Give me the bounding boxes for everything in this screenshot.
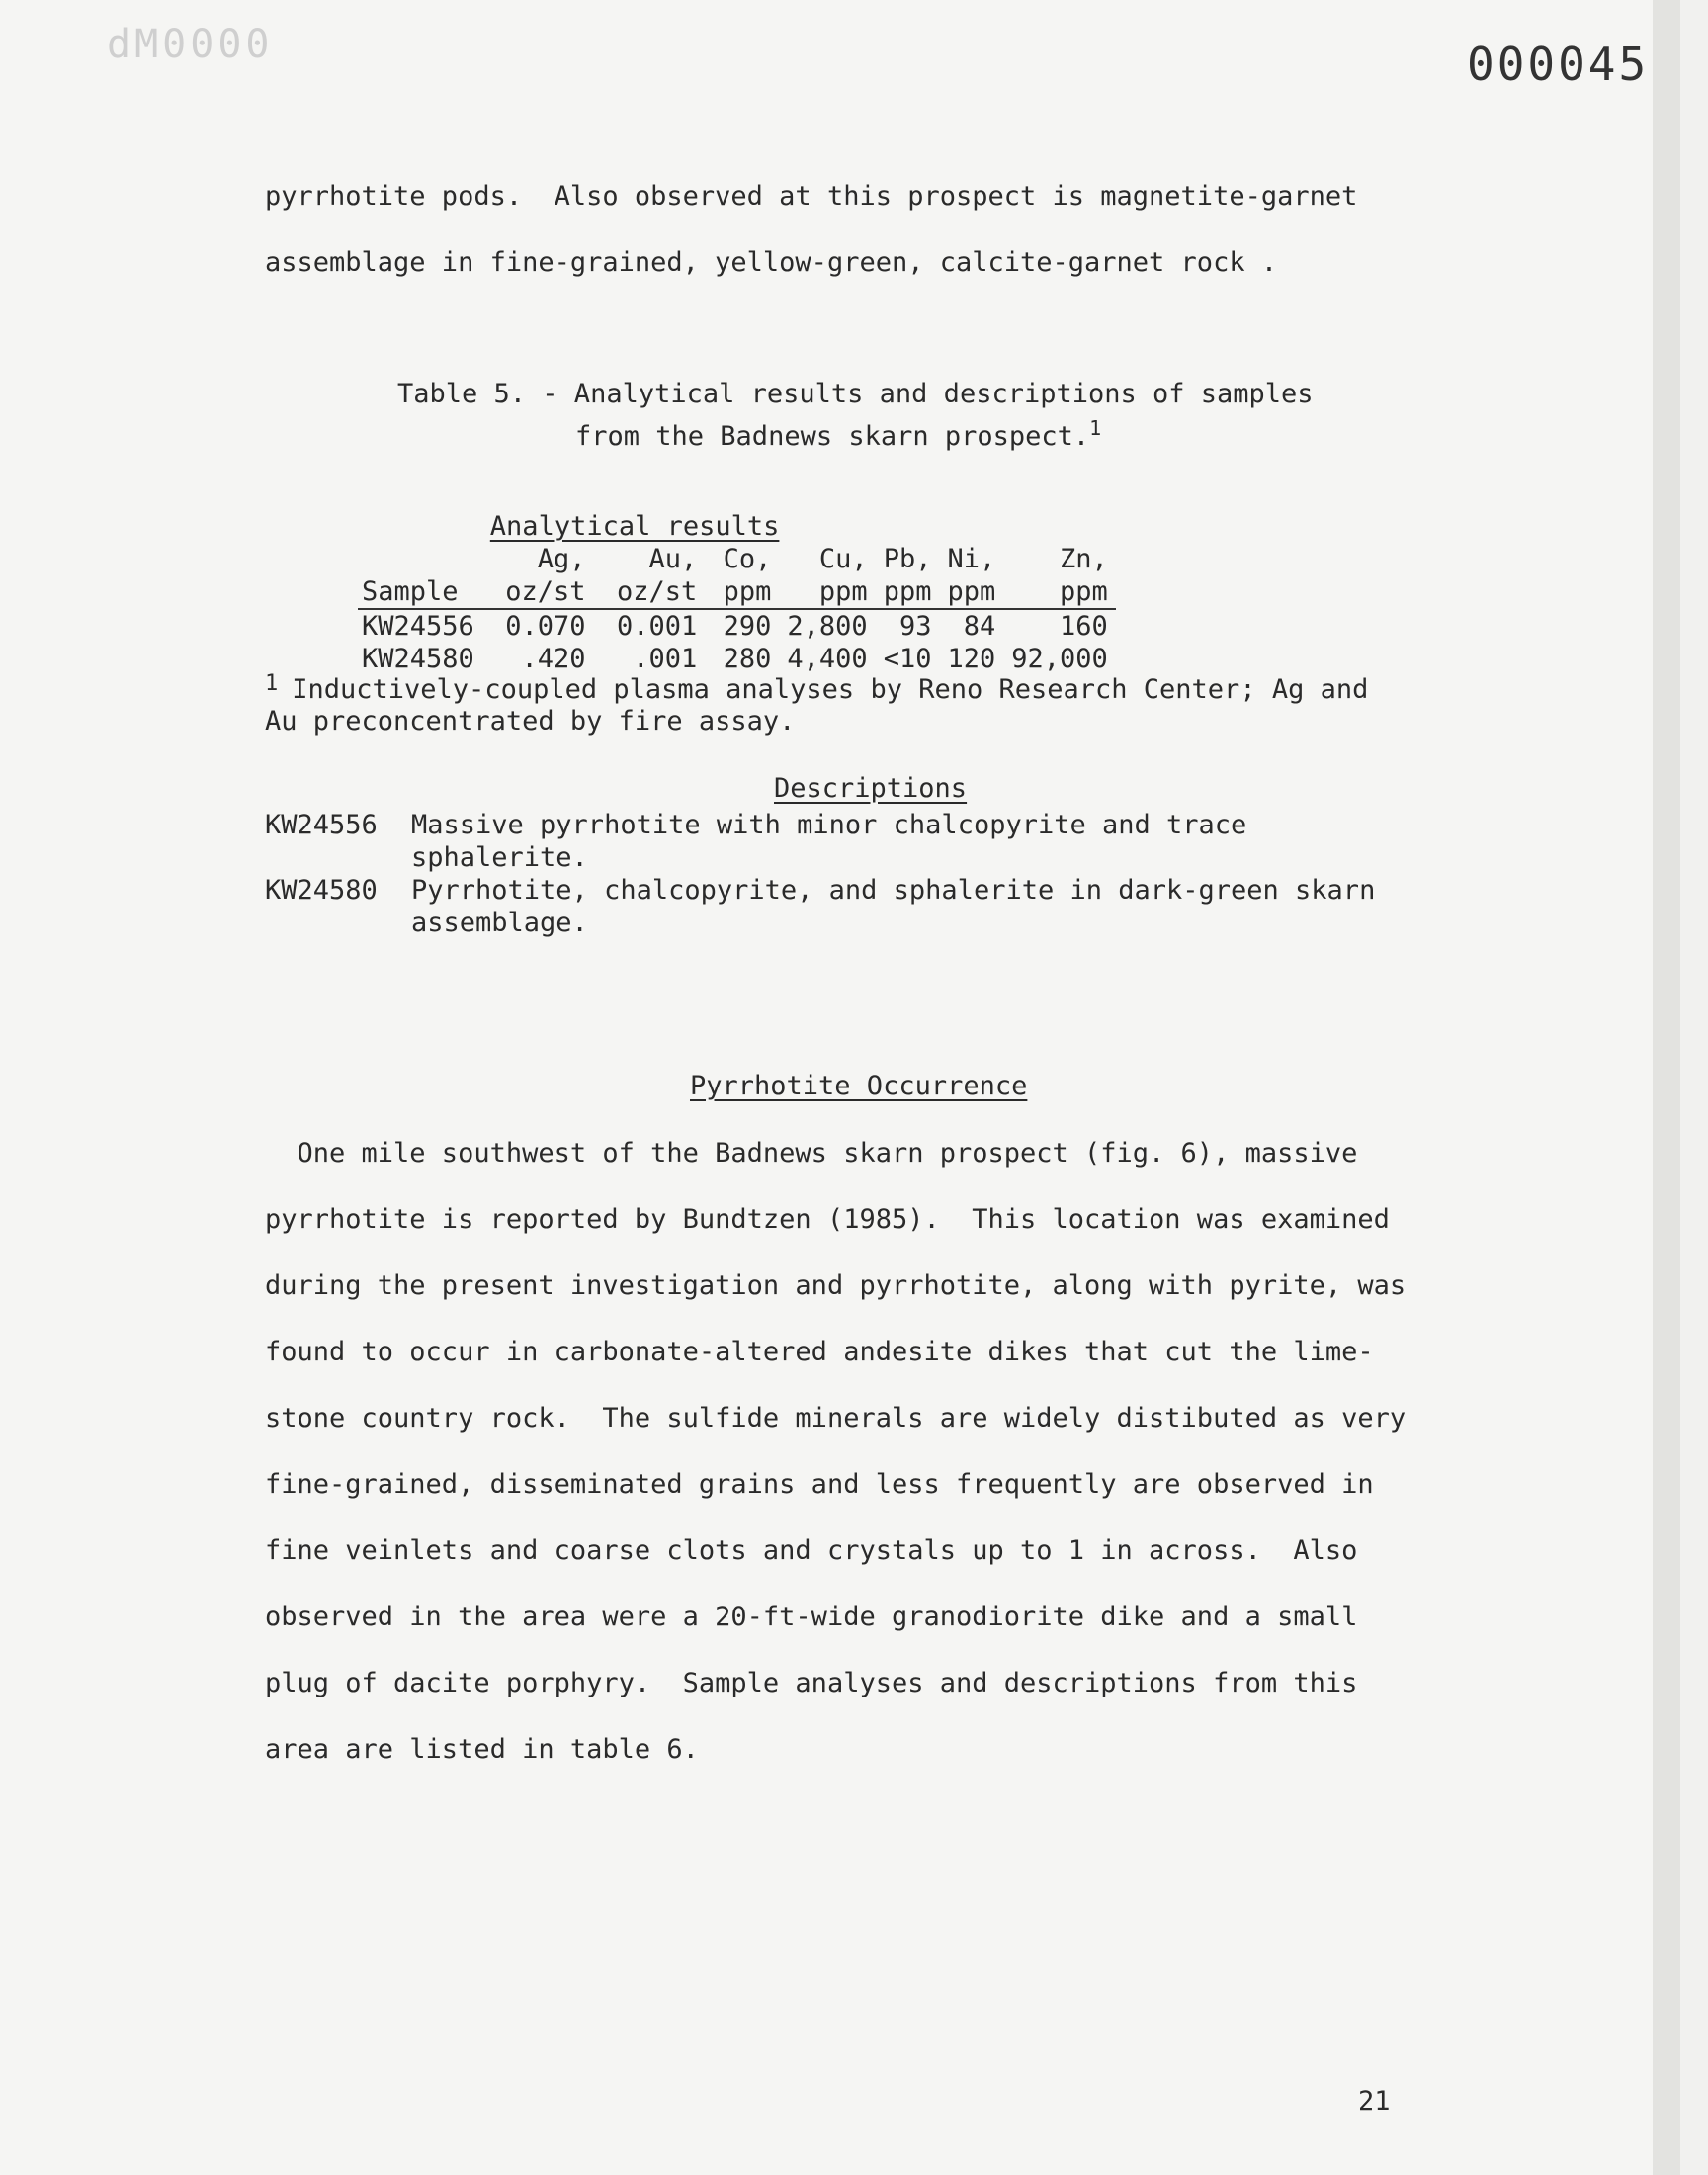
column-header: ppm [1003,575,1116,609]
footnote-text: Inductively-coupled plasma analyses by Reno Research Center; Ag and [292,674,1369,705]
section-paragraph [265,1120,1451,1783]
table-cell: 0.070 [505,611,586,642]
column-header [358,543,482,575]
text-line: fine-grained, disseminated grains and less frequently are observed in [265,1469,1374,1500]
section-heading: Pyrrhotite Occurrence [690,1071,1028,1101]
table-footnote [265,668,1451,738]
table-cell: 0.001 [617,611,698,642]
footnote-marker: 1 [1089,416,1102,440]
column-header: Pb, [883,544,932,574]
column-header: Sample [358,575,482,609]
ghost-stamp: dM0000 [107,22,274,67]
column-header: Au, [648,544,698,574]
table-cell: .001 [633,644,698,674]
analytical-results-table [358,510,1116,675]
descriptions-heading: Descriptions [774,773,968,804]
table-cell: KW24580 [362,644,474,674]
table-cell: 2,800 [787,611,868,642]
caption-line: Table 5. - Analytical results and descriptions of samples [397,379,1314,409]
table-cell: 93 [898,611,932,642]
table-caption [376,378,1364,454]
text-line: assemblage in fine-grained, yellow-green, calcite-garnet rock . [265,247,1278,278]
table-cell: KW24556 [362,611,474,642]
column-header: ppm [939,575,1003,609]
table-cell: 4,400 [787,644,868,674]
text-line: One mile southwest of the Badnews skarn prospect (fig. 6), massive [265,1138,1358,1169]
footnote-line [265,668,1451,706]
column-header: Cu, [818,544,868,574]
text-line: stone country rock. The sulfide minerals are widely distibuted as very [265,1403,1407,1434]
description-text [411,809,1400,874]
column-header: Ag, [537,544,586,574]
table-cell: 280 [723,644,772,674]
column-header: ppm [779,575,875,609]
table-cell: 160 [1060,611,1108,642]
table-cell: 120 [947,644,996,674]
header-row-units-top [358,543,1116,575]
description-text [411,874,1400,939]
table-cell: 84 [963,611,996,642]
page-number: 21 [1358,2086,1391,2117]
column-header: ppm [705,575,779,609]
table-cell: .420 [521,644,586,674]
column-header: oz/st [482,575,594,609]
description-line: Massive pyrrhotite with minor chalcopyrite and trace [411,810,1247,840]
page-edge [1653,0,1680,2175]
footnote-marker: 1 [265,671,279,696]
results-heading: Analytical results [489,511,780,542]
table-cell: 290 [723,611,772,642]
description-line: Pyrrhotite, chalcopyrite, and sphalerite in dark-green skarn [411,875,1376,906]
column-header: ppm [876,575,940,609]
caption-text: from the Badnews skarn prospect. [575,421,1090,452]
text-line: pyrrhotite pods. Also observed at this prospect is magnetite-garnet [265,181,1358,212]
text-line: area are listed in table 6. [265,1734,699,1765]
sample-id: KW24556 [265,810,378,840]
column-header: Co, [723,544,772,574]
description-line: assemblage. [411,908,588,938]
text-line: found to occur in carbonate-altered andesite dikes that cut the lime- [265,1337,1374,1367]
sample-id: KW24580 [265,875,378,906]
caption-line-2 [575,411,1364,454]
footnote-line-2: Au preconcentrated by fire assay. [265,706,796,737]
table-cell: <10 [883,644,932,674]
column-header: oz/st [594,575,706,609]
table-row [358,609,1116,643]
header-row-units [358,575,1116,609]
text-line: pyrrhotite is reported by Bundtzen (1985). This location was examined [265,1204,1390,1235]
column-header: Ni, [947,544,996,574]
text-line: plug of dacite porphyry. Sample analyses and descriptions from this [265,1668,1358,1698]
intro-paragraph [265,163,1451,296]
text-line: fine veinlets and coarse clots and crystals up to 1 in across. Also [265,1535,1358,1566]
description-line: sphalerite. [411,842,588,873]
column-header: Zn, [1060,544,1108,574]
document-number: 000045 [1467,38,1650,91]
text-line: during the present investigation and pyrrhotite, along with pyrite, was [265,1270,1407,1301]
text-line: observed in the area were a 20-ft-wide granodiorite dike and a small [265,1602,1358,1632]
table-cell: 92,000 [1011,644,1108,674]
